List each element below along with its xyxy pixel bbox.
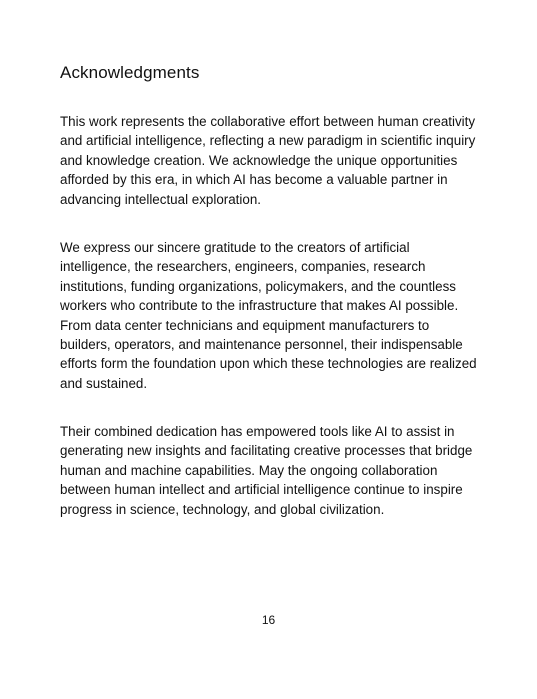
- paragraph-combined-dedication: Their combined dedication has empowered tools like AI to assist in generating new insights and facilitating creative processes that bridge human and machine capabilities. May the ongoing collaboration between human intellect and artificial intelligence continue to inspire progress in science, technology, and global civilization.: [60, 424, 473, 517]
- page-number: 16: [261, 613, 276, 627]
- paragraph-gratitude: We express our sincere gratitude to the creators of artificial intelligence, the researchers, engineers, companies, research institutions, funding organizations, policymakers, and the countless workers who contribute to the infrastructure that makes AI possible. From data center technicians and equipment manufacturers to builders, operators, and maintenance personnel, their indispensable efforts form the foundation upon which these technologies are realized and sustained.: [60, 240, 477, 391]
- page-title: Acknowledgments: [60, 63, 200, 82]
- paragraph-collaborative-effort: This work represents the collaborative effort between human creativity and artificial intelligence, reflecting a new paradigm in scientific inquiry and knowledge creation. We acknowledge the unique opportunities afforded by this era, in which AI has become a valuable partner in advancing intellectual exploration.: [60, 114, 476, 207]
